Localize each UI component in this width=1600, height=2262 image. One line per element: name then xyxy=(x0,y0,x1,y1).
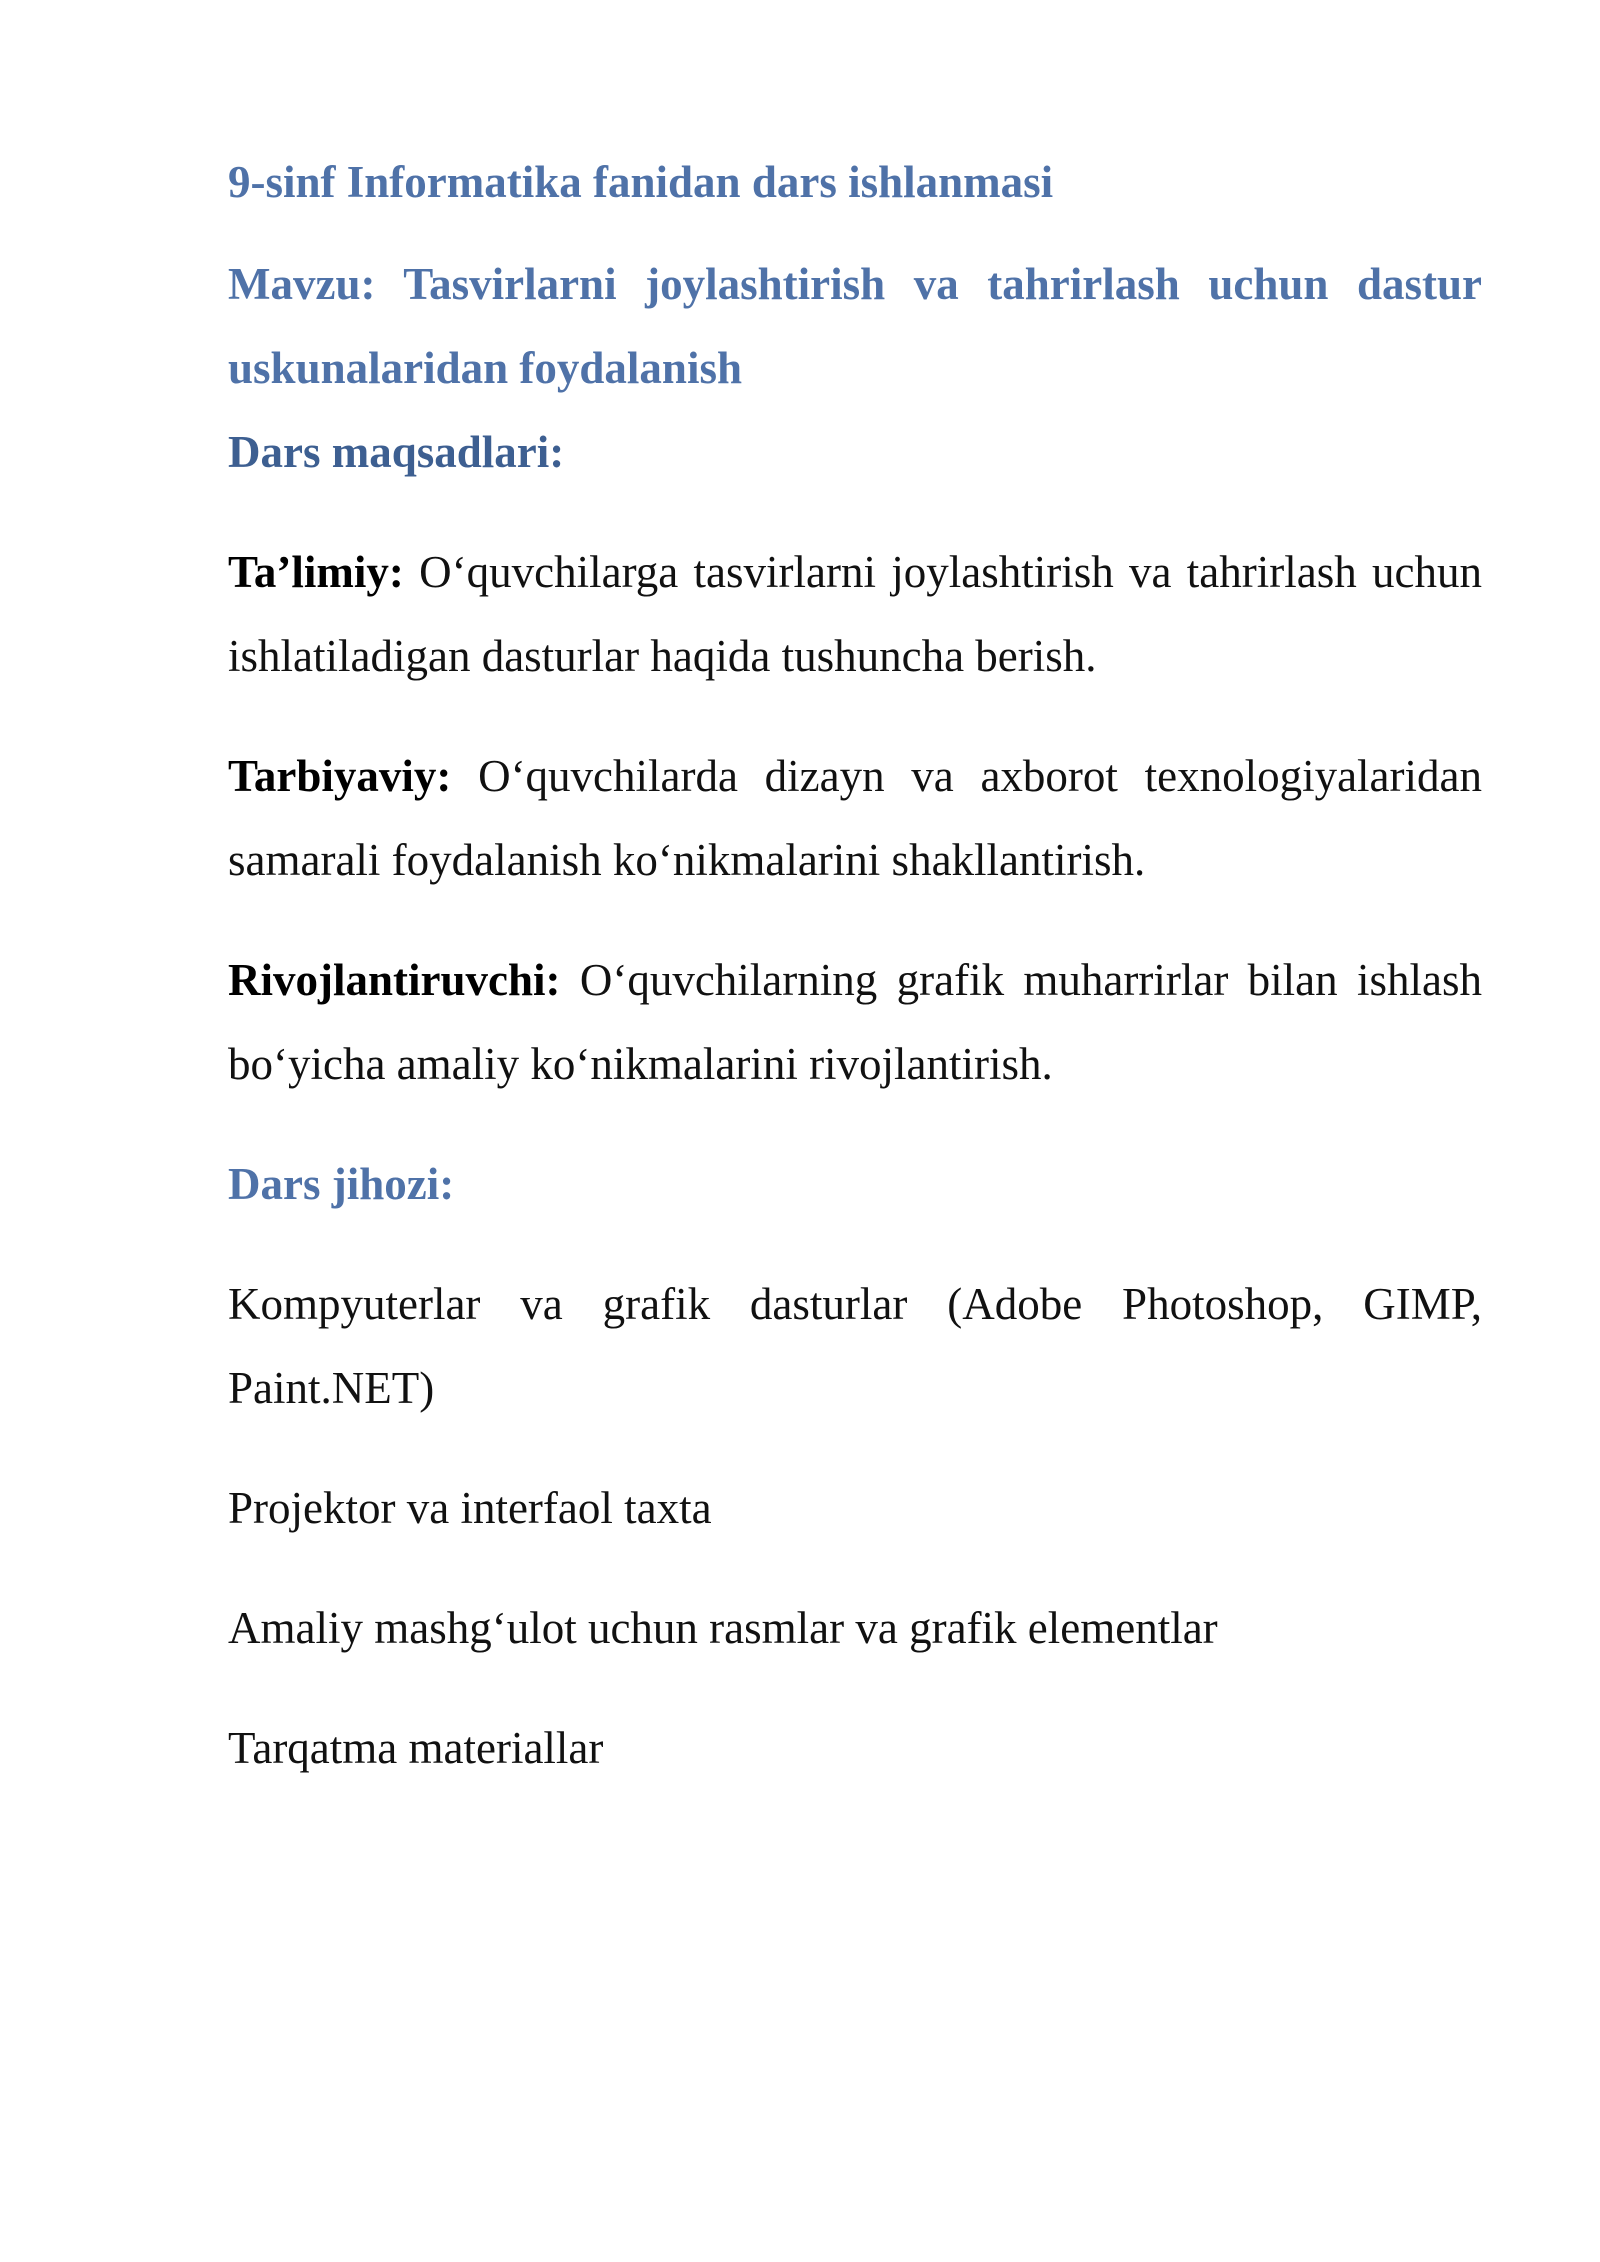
goals-heading: Dars maqsadlari: xyxy=(228,427,565,477)
equipment-item: Amaliy mashg‘ulot uchun rasmlar va grafik elementlar xyxy=(228,1603,1218,1653)
equipment-item: Projektor va interfaol taxta xyxy=(228,1483,712,1533)
equipment-heading: Dars jihozi: xyxy=(228,1159,455,1209)
goal-label: Rivojlantiruvchi: xyxy=(228,955,561,1005)
document-page xyxy=(228,140,1482,1790)
equipment-item: Kompyuterlar va grafik dasturlar (Adobe Photoshop, GIMP, Paint.NET) xyxy=(228,1279,1482,1413)
goal-educational xyxy=(228,530,1482,698)
goal-text: O‘quvchilarning grafik muharrirlar bilan ishlash bo‘yicha amaliy ko‘nikmalarini rivojlantirish. xyxy=(228,955,1482,1089)
goal-text: O‘quvchilarga tasvirlarni joylashtirish va tahrirlash uchun ishlatiladigan dasturlar haqida tushuncha berish. xyxy=(228,547,1482,681)
goal-label: Ta’limiy: xyxy=(228,547,404,597)
goal-developmental xyxy=(228,938,1482,1106)
goal-text: O‘quvchilarda dizayn va axborot texnologiyalaridan samarali foydalanish ko‘nikmalarini shakllantirish. xyxy=(228,751,1482,885)
lesson-topic: Mavzu: Tasvirlarni joylashtirish va tahrirlash uchun dastur uskunalaridan foydalanish xyxy=(228,259,1482,393)
document-title: 9-sinf Informatika fanidan dars ishlanmasi xyxy=(228,157,1054,207)
goal-label: Tarbiyaviy: xyxy=(228,751,452,801)
goal-upbringing xyxy=(228,734,1482,902)
equipment-item: Tarqatma materiallar xyxy=(228,1723,604,1773)
